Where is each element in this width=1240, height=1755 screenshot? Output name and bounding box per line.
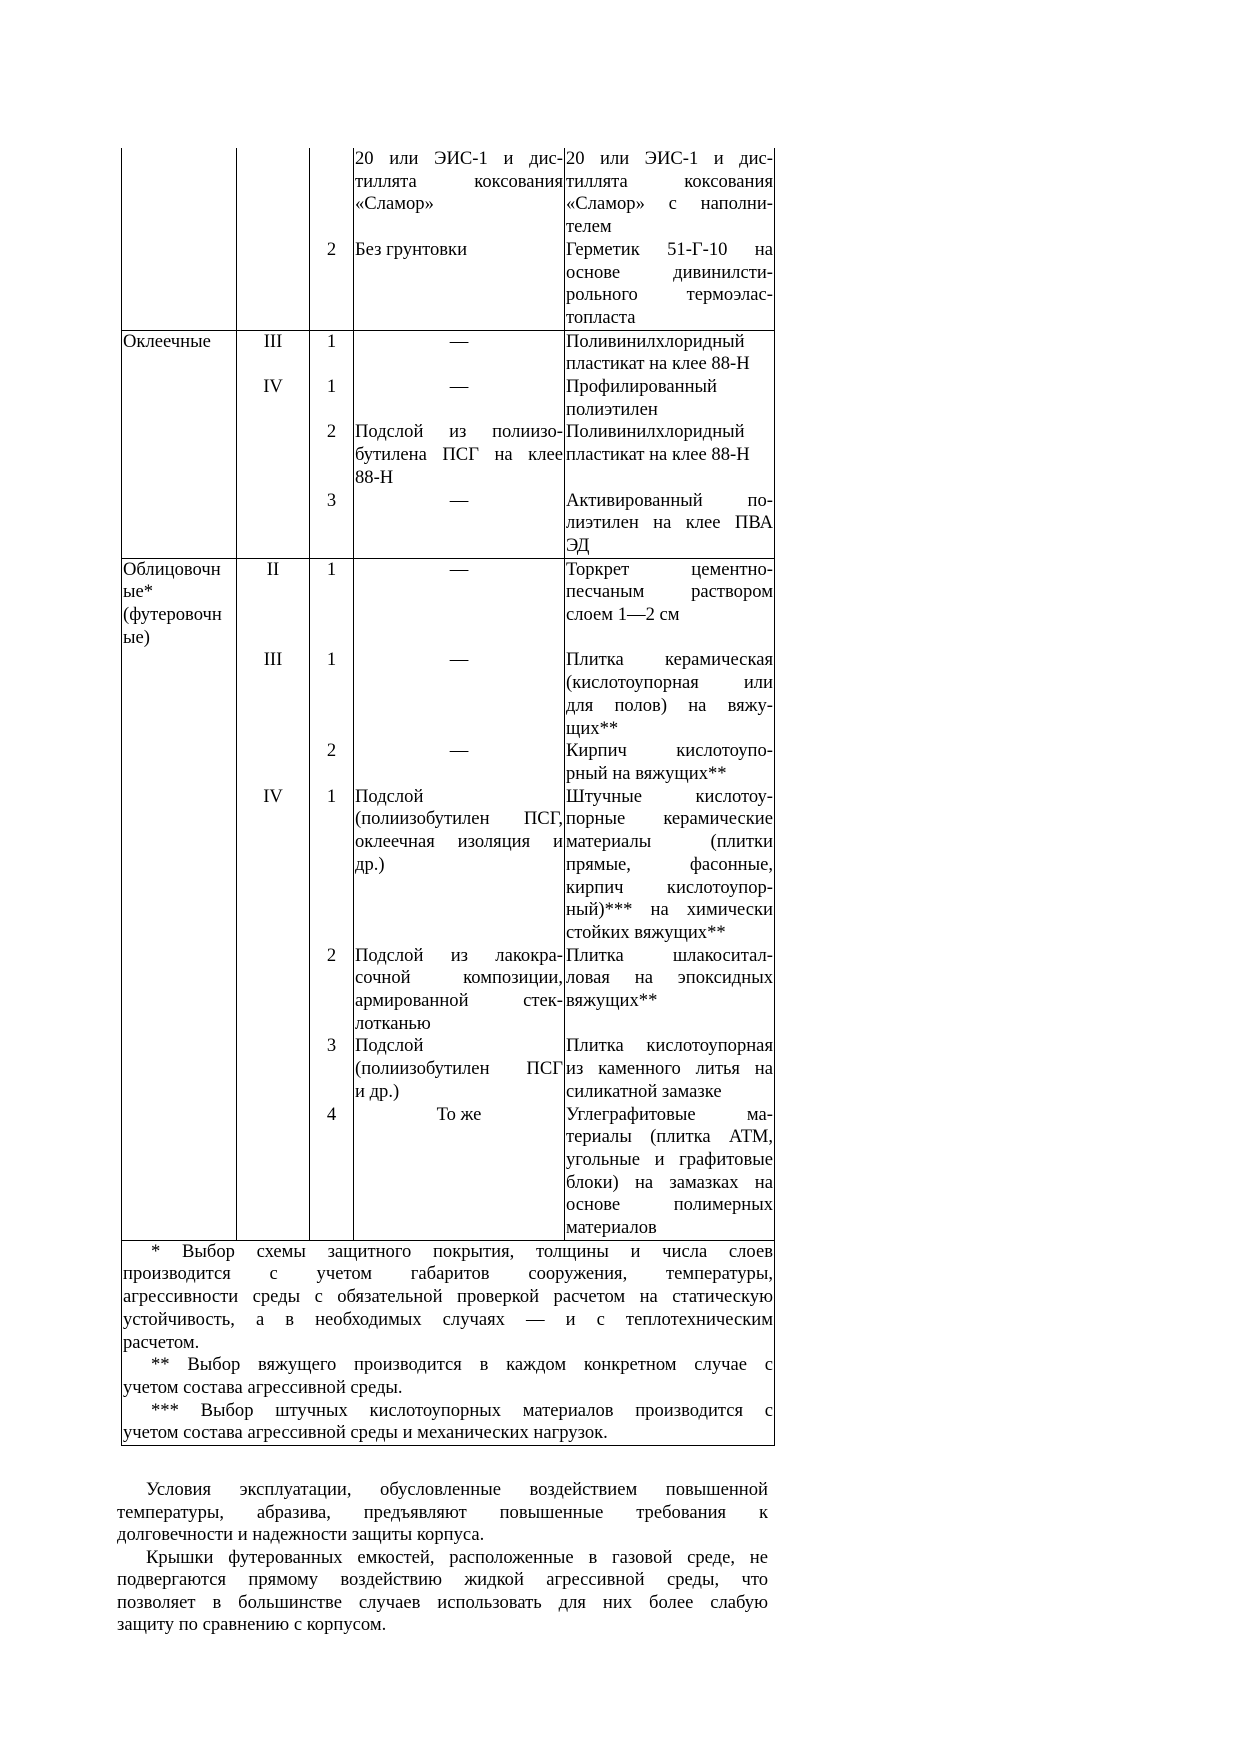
cell-line: слоем 1—2 см — [566, 604, 680, 626]
cell-number — [310, 148, 354, 239]
cell-coating — [565, 786, 775, 945]
cell-primer — [354, 239, 565, 330]
body-text — [117, 1479, 768, 1637]
cell-coating-type — [122, 330, 237, 376]
cell-line: «Сламор» с наполни- — [566, 193, 773, 215]
cell-line: Торкрет цементно- — [566, 558, 773, 580]
cell-coating — [565, 1035, 775, 1103]
table-row — [122, 1035, 775, 1103]
cell-class — [237, 1035, 310, 1103]
table-row — [122, 148, 775, 239]
paragraph-line: Крышки футерованных емкостей, расположенные в газовой среде, не — [146, 1546, 768, 1568]
cell-line: Плитка керамическая — [566, 649, 773, 671]
cell-line: (футеровочн — [123, 604, 222, 626]
table-footnotes — [122, 1240, 775, 1445]
footnote-line: устойчивость, а в необходимых случаях — и с теплотехническим — [123, 1308, 773, 1330]
cell-line: — — [449, 740, 469, 762]
cell-line: 88-Н — [355, 466, 394, 488]
cell-line: Поливинилхлоридный — [566, 421, 745, 443]
footnote-line: учетом состава агрессивной среды. — [123, 1376, 403, 1398]
cell-line: для полов) на вяжу- — [566, 694, 773, 716]
cell-coating-type — [122, 376, 237, 421]
cell-line: Оклеечные — [123, 330, 211, 352]
cell-line: Подслой из полиизо- — [355, 421, 563, 443]
cell-line: териалы (плитка АТМ, — [566, 1126, 773, 1148]
cell-line: вяжущих** — [566, 990, 658, 1012]
cell-class: III — [237, 649, 310, 740]
cell-line: рольного термоэлас- — [566, 284, 773, 306]
table-row — [122, 330, 775, 376]
cell-number: 1 — [310, 558, 354, 649]
cell-class: III — [237, 330, 310, 376]
cell-line: Углеграфитовые ма- — [566, 1103, 773, 1125]
cell-line: др.) — [355, 853, 385, 875]
cell-line: — — [449, 558, 469, 580]
footnote-line: производится с учетом габаритов сооружения, температуры, — [123, 1263, 773, 1285]
cell-coating — [565, 740, 775, 785]
cell-coating — [565, 330, 775, 376]
cell-coating — [565, 239, 775, 330]
cell-line: из каменного литья на — [566, 1058, 773, 1080]
cell-coating-type — [122, 649, 237, 740]
cell-coating-type — [122, 239, 237, 330]
body-paragraph — [117, 1547, 768, 1637]
cell-coating — [565, 649, 775, 740]
cell-line: кирпич кислотоупор- — [566, 876, 773, 898]
cell-number: 1 — [310, 786, 354, 945]
footnote-line: * Выбор схемы защитного покрытия, толщины и числа слоев — [151, 1240, 773, 1262]
cell-line: песчаным раствором — [566, 581, 773, 603]
cell-coating — [565, 1104, 775, 1241]
paragraph-line: температуры, абразива, предъявляют повышенные требования к — [117, 1501, 768, 1523]
table-notes-row — [122, 1240, 775, 1445]
footnote-line: учетом состава агрессивной среды и механических нагрузок. — [123, 1422, 608, 1444]
cell-line: Кирпич кислотоупо- — [566, 740, 773, 762]
table-row — [122, 649, 775, 740]
cell-line: Поливинилхлоридный — [566, 330, 745, 352]
cell-line: стойких вяжущих** — [566, 921, 726, 943]
cell-line: тиллята коксования — [566, 170, 773, 192]
cell-coating-type — [122, 1104, 237, 1241]
cell-line: ые* — [123, 581, 154, 603]
cell-line: материалов — [566, 1217, 657, 1239]
footnote-line: *** Выбор штучных кислотоупорных материалов производится с — [151, 1399, 773, 1421]
cell-line: (полиизобутилен ПСГ, — [355, 808, 563, 830]
table-row — [122, 490, 775, 559]
cell-class: IV — [237, 376, 310, 421]
cell-primer — [354, 1035, 565, 1103]
cell-line: армированной стек- — [355, 990, 563, 1012]
cell-line: Плитка кислотоупорная — [566, 1035, 773, 1057]
cell-coating — [565, 945, 775, 1036]
cell-class — [237, 421, 310, 489]
cell-coating-type — [122, 945, 237, 1036]
cell-primer — [354, 148, 565, 239]
cell-line: — — [449, 376, 469, 398]
cell-number: 2 — [310, 239, 354, 330]
protective-coatings-table — [121, 148, 775, 1446]
cell-coating — [565, 148, 775, 239]
cell-line: порные керамические — [566, 808, 773, 830]
cell-line: оклеечная изоляция и — [355, 831, 563, 853]
cell-primer — [354, 376, 565, 421]
cell-line: Без грунтовки — [355, 238, 468, 260]
cell-line: угольные и графитовые — [566, 1148, 773, 1170]
paragraph-line: защиту по сравнению с корпусом. — [117, 1614, 387, 1635]
cell-primer — [354, 786, 565, 945]
cell-line: ЭД — [566, 534, 590, 556]
cell-line: тиллята коксования — [355, 170, 563, 192]
cell-coating-type — [122, 421, 237, 489]
cell-primer — [354, 330, 565, 376]
cell-number: 1 — [310, 649, 354, 740]
cell-line: ловая на эпоксидных — [566, 967, 773, 989]
cell-line: 20 или ЭИС-1 и дис- — [355, 148, 563, 169]
cell-coating-type — [122, 558, 237, 649]
cell-class — [237, 740, 310, 785]
cell-line: (кислотоупорная или — [566, 672, 773, 694]
cell-coating-type — [122, 1035, 237, 1103]
cell-line: Профилированный — [566, 376, 717, 398]
table-row — [122, 945, 775, 1036]
cell-primer — [354, 558, 565, 649]
cell-coating — [565, 558, 775, 649]
cell-line: силикатной замазке — [566, 1080, 722, 1102]
cell-primer — [354, 1104, 565, 1241]
cell-line: (полиизобутилен ПСГ — [355, 1058, 563, 1080]
cell-coating-type — [122, 148, 237, 239]
cell-line: бутилена ПСГ на клее — [355, 444, 563, 466]
cell-primer — [354, 421, 565, 489]
cell-number: 3 — [310, 1035, 354, 1103]
cell-line: топласта — [566, 306, 636, 328]
cell-line: То же — [436, 1103, 482, 1125]
cell-coating — [565, 490, 775, 559]
cell-coating — [565, 376, 775, 421]
cell-line: щих** — [566, 717, 619, 739]
paragraph-line: подвергаются прямому воздействию жидкой агрессивной среды, что — [117, 1569, 768, 1590]
cell-line: пластикат на клее 88-Н — [566, 353, 750, 375]
paragraph-line: Условия эксплуатации, обусловленные воздействием повышенной — [146, 1479, 768, 1500]
cell-line: пластикат на клее 88-Н — [566, 444, 750, 466]
cell-line: 20 или ЭИС-1 и дис- — [566, 148, 773, 169]
cell-line: материалы (плитки — [566, 831, 773, 853]
cell-class — [237, 239, 310, 330]
cell-line: Облицовочн — [123, 558, 221, 580]
cell-line: ые) — [123, 626, 150, 648]
cell-number: 2 — [310, 945, 354, 1036]
table-row — [122, 740, 775, 785]
cell-line: ный)*** на химически — [566, 899, 773, 921]
table-row — [122, 421, 775, 489]
cell-line: телем — [566, 216, 612, 238]
cell-line: основе полимерных — [566, 1194, 773, 1216]
cell-number: 4 — [310, 1104, 354, 1241]
body-paragraph — [117, 1479, 768, 1547]
cell-class — [237, 945, 310, 1036]
table-row — [122, 786, 775, 945]
cell-primer — [354, 945, 565, 1036]
cell-line: Подслой — [355, 1035, 424, 1057]
cell-line: прямые, фасонные, — [566, 853, 773, 875]
cell-class — [237, 490, 310, 559]
cell-line: Подслой из лакокра- — [355, 944, 563, 966]
cell-line: рный на вяжущих** — [566, 762, 727, 784]
table-row — [122, 239, 775, 330]
paragraph-line: позволяет в большинстве случаев использовать для них более слабую — [117, 1591, 768, 1613]
cell-class: IV — [237, 786, 310, 945]
cell-coating-type — [122, 786, 237, 945]
cell-line: «Сламор» — [355, 193, 434, 215]
footnote-line: агрессивности среды с обязательной проверкой расчетом на статическую — [123, 1286, 773, 1308]
cell-number: 1 — [310, 376, 354, 421]
table-row — [122, 558, 775, 649]
cell-coating-type — [122, 740, 237, 785]
cell-primer — [354, 649, 565, 740]
cell-line: — — [449, 489, 469, 511]
cell-coating — [565, 421, 775, 489]
cell-line: — — [449, 330, 469, 352]
paragraph-line: долговечности и надежности защиты корпуса. — [117, 1524, 485, 1545]
cell-line: блоки) на замазках на — [566, 1171, 773, 1193]
cell-number: 3 — [310, 490, 354, 559]
cell-line: Плитка шлакоситал- — [566, 944, 773, 966]
cell-primer — [354, 490, 565, 559]
cell-number: 2 — [310, 740, 354, 785]
cell-class — [237, 1104, 310, 1241]
cell-line: и др.) — [355, 1080, 400, 1102]
table-body — [122, 148, 775, 1446]
cell-line: Активированный по- — [566, 489, 773, 511]
table-row — [122, 1104, 775, 1241]
footnote-line: расчетом. — [123, 1331, 200, 1353]
cell-line: основе дивинилсти- — [566, 261, 773, 283]
cell-line: полиэтилен — [566, 398, 658, 420]
cell-coating-type — [122, 490, 237, 559]
cell-line: лотканью — [355, 1012, 431, 1034]
cell-primer — [354, 740, 565, 785]
cell-line: — — [449, 649, 469, 671]
cell-line: сочной композиции, — [355, 967, 563, 989]
cell-number: 2 — [310, 421, 354, 489]
cell-class: II — [237, 558, 310, 649]
table-row — [122, 376, 775, 421]
cell-line: лиэтилен на клее ПВА — [566, 512, 773, 534]
cell-line: Герметик 51-Г-10 на — [566, 238, 773, 260]
cell-class — [237, 148, 310, 239]
cell-number: 1 — [310, 330, 354, 376]
cell-line: Подслой — [355, 785, 424, 807]
cell-line: Штучные кислотоу- — [566, 785, 773, 807]
footnote-line: ** Выбор вяжущего производится в каждом конкретном случае с — [151, 1354, 773, 1376]
